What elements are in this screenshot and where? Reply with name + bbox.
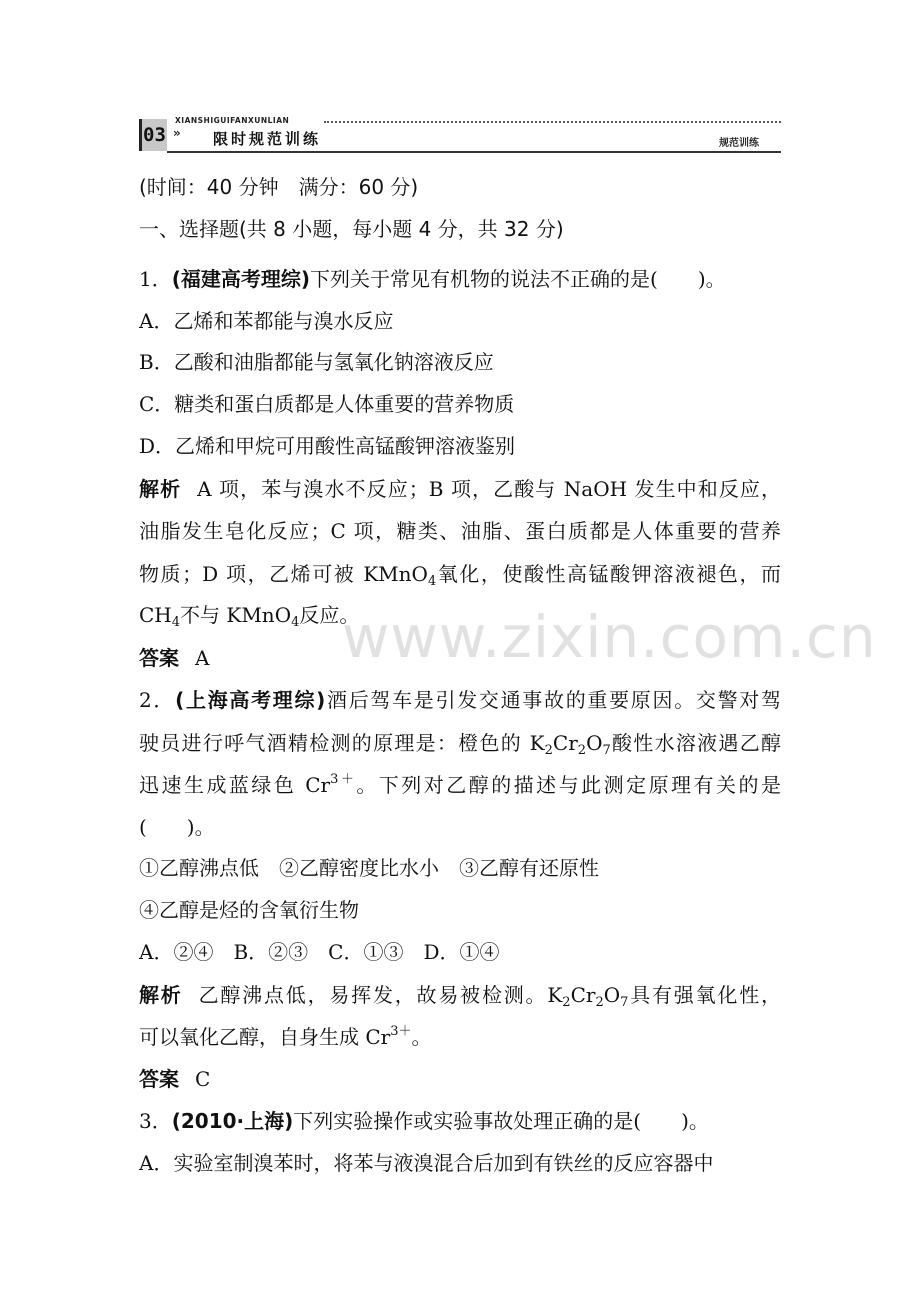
- subscript: 2: [544, 743, 553, 758]
- analysis-text: O: [603, 983, 621, 1007]
- q1-analysis-line-4: [139, 601, 359, 629]
- q2-statements-line-1: ①乙醇沸点低 ②乙醇密度比水小 ③乙醇有还原性: [139, 856, 599, 880]
- question-2-stem-line-3: [139, 771, 781, 799]
- analysis-text: 物质；D 项，乙烯可被 KMnO: [139, 562, 428, 586]
- answer-label: 答案: [139, 1067, 179, 1091]
- analysis-text: 不与 KMnO: [180, 603, 292, 627]
- analysis-label: 解析: [139, 983, 183, 1007]
- question-number: 2．: [139, 688, 176, 712]
- header-dotted-rule: [324, 121, 781, 123]
- subscript: 7: [602, 743, 611, 758]
- question-text: 下列关于常见有机物的说法不正确的是( )。: [310, 267, 726, 291]
- q1-analysis-line-1: [139, 475, 781, 503]
- section-header: [139, 116, 781, 154]
- question-text: O: [586, 731, 603, 755]
- analysis-text: 可以氧化乙醇，自身生成 Cr: [139, 1025, 391, 1049]
- analysis-text: Cr: [570, 983, 596, 1007]
- question-text: Cr: [552, 731, 578, 755]
- chevron-right-icon: »: [173, 126, 181, 140]
- subscript: 2: [562, 995, 571, 1010]
- header-rule: [167, 151, 781, 153]
- q2-statements-line-2: ④乙醇是烃的含氧衍生物: [139, 898, 359, 922]
- header-title: 限时规范训练: [213, 130, 322, 148]
- question-2-stem-line-4: ( )。: [139, 815, 215, 839]
- header-right-label: 规范训练: [719, 138, 759, 149]
- q1-option-b: B．乙酸和油脂都能与氢氧化钠溶液反应: [139, 350, 494, 374]
- question-2-stem-line-2: [139, 729, 781, 757]
- subscript: 4: [171, 615, 181, 630]
- question-2-stem-line-1: [139, 686, 781, 714]
- superscript: 3＋: [330, 772, 357, 787]
- question-source: (上海高考理综): [175, 688, 326, 712]
- header-pinyin: XIANSHIGUIFANXUNLIAN: [175, 116, 290, 125]
- q1-answer: [139, 644, 209, 672]
- q1-option-a: A．乙烯和苯都能与溴水反应: [139, 309, 394, 333]
- section-number-badge: 03: [139, 119, 167, 151]
- q1-analysis-line-2: 油脂发生皂化反应；C 项，糖类、油脂、蛋白质都是人体重要的营养: [139, 519, 781, 543]
- analysis-text: 。: [411, 1025, 432, 1049]
- watermark: www.zixin.com.cn: [342, 603, 877, 671]
- subscript: 7: [620, 995, 629, 1010]
- q1-option-c: C．糖类和蛋白质都是人体重要的营养物质: [139, 392, 515, 416]
- question-3-stem: [139, 1107, 709, 1135]
- answer-value: C: [195, 1067, 211, 1091]
- analysis-label: 解析: [139, 477, 182, 501]
- q2-answer: [139, 1065, 210, 1093]
- q2-analysis-line-1: [139, 981, 781, 1009]
- question-text: 酒后驾车是引发交通事故的重要原因。交警对驾: [325, 688, 782, 712]
- question-text: 迅速生成蓝绿色 Cr: [139, 773, 331, 797]
- analysis-text: 氧化，使酸性高锰酸钾溶液褪色，而: [436, 562, 781, 586]
- question-1-stem: [139, 265, 726, 293]
- subscript: 4: [427, 574, 437, 589]
- question-text: 下列实验操作或实验事故处理正确的是( )。: [293, 1109, 709, 1133]
- answer-label: 答案: [139, 646, 179, 670]
- subscript: 2: [595, 995, 604, 1010]
- question-number: 1．: [139, 267, 172, 291]
- question-source: (2010·上海): [171, 1109, 294, 1133]
- question-number: 3．: [139, 1109, 172, 1133]
- analysis-text: A 项，苯与溴水不反应；B 项，乙酸与 NaOH 发生中和反应，: [197, 477, 781, 501]
- subscript: 4: [291, 615, 300, 630]
- q1-analysis-line-3: [139, 560, 781, 588]
- answer-value: A: [195, 646, 210, 670]
- time-limit: (时间：40 分钟 满分：60 分): [139, 175, 419, 199]
- q1-option-d: D．乙烯和甲烷可用酸性高锰酸钾溶液鉴别: [139, 434, 516, 458]
- question-source: (福建高考理综): [171, 267, 311, 291]
- q3-option-a: A．实验室制溴苯时，将苯与液溴混合后加到有铁丝的反应容器中: [139, 1151, 714, 1175]
- question-text: 驶员进行呼气酒精检测的原理是：橙色的 K: [139, 731, 545, 755]
- analysis-text: 乙醇沸点低，易挥发，故易被检测。K: [198, 983, 563, 1007]
- section-title: 一、选择题(共 8 小题，每小题 4 分，共 32 分): [139, 217, 564, 241]
- analysis-text: 具有强氧化性，: [628, 983, 781, 1007]
- superscript: 3＋: [390, 1024, 412, 1039]
- question-text: 酸性水溶液遇乙醇: [610, 731, 781, 755]
- subscript: 2: [577, 743, 587, 758]
- q2-analysis-line-2: [139, 1023, 432, 1051]
- question-text: 。下列对乙醇的描述与此测定原理有关的是: [356, 773, 781, 797]
- analysis-text: 反应。: [299, 603, 360, 627]
- q2-options: A．②④ B．②③ C．①③ D．①④: [139, 940, 500, 964]
- analysis-text: CH: [139, 603, 172, 627]
